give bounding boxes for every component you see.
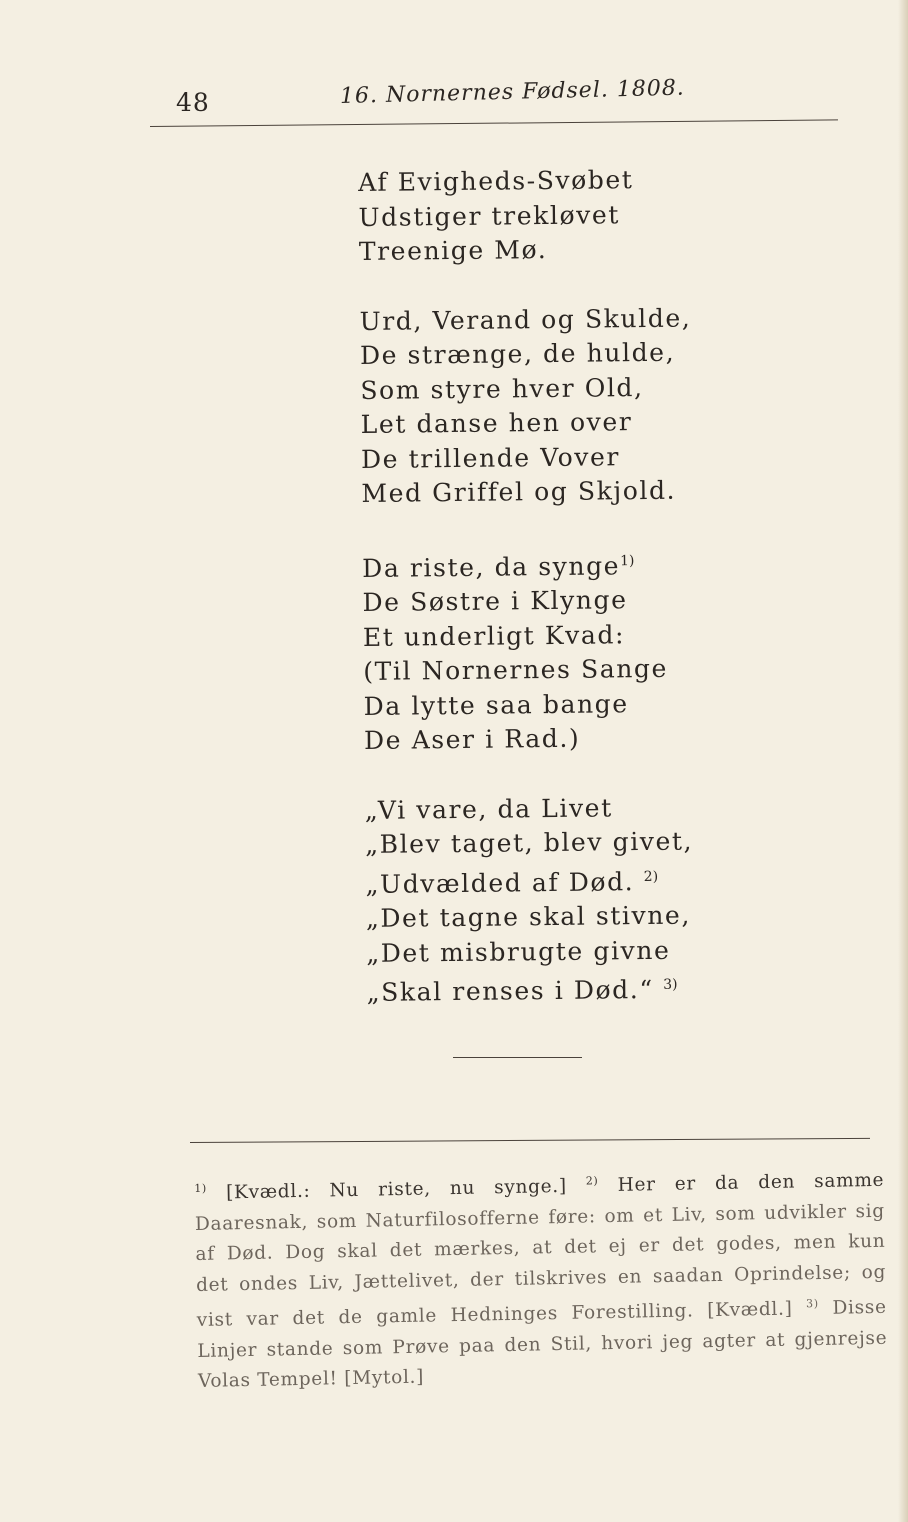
footnotes (194, 1161, 888, 1398)
footnote-marker: 2) (585, 1174, 599, 1188)
verse-text: Da riste, da synge (362, 550, 621, 583)
stanza-1 (358, 161, 859, 270)
verse-line: „Det misbrugte givne (366, 935, 671, 968)
footnote-mark: 1) (619, 552, 635, 569)
running-title: 16. Nornernes Fødsel. 1808. (339, 75, 686, 109)
page-edge (898, 0, 908, 1522)
verse-line: Urd, Verand og Skulde, (359, 303, 692, 336)
poem (358, 161, 867, 1046)
verse-line: „Vi vare, da Livet (364, 792, 613, 825)
verse-line: (Til Nornernes Sange (363, 653, 669, 686)
page-header (0, 75, 908, 132)
verse-line-with-note (366, 966, 866, 1011)
verse-line: Let danse hen over (360, 407, 633, 439)
footnote-line: det ondes Liv, Jættelivet, der tilskrives en saadan Oprindelse; og (195, 1261, 887, 1296)
header-rule (150, 119, 838, 127)
verse-line: „Det tagne skal stivne, (365, 900, 692, 933)
poem-end-rule (453, 1057, 582, 1058)
verse-text: „Udvælded af Død. (365, 866, 635, 899)
verse-line: Da lytte saa bange (363, 688, 629, 721)
footnote-text: Her er da den samme (617, 1169, 885, 1196)
footnote-line: Daaresnak, som Naturfilosofferne føre: om et Liv, som udvikler sig (194, 1200, 886, 1235)
verse-line: Af Evigheds-Svøbet (358, 165, 634, 197)
verse-line: Med Griffel og Skjold. (361, 475, 677, 508)
footnote-mark: 3) (663, 976, 678, 993)
verse-line: Treenige Mø. (358, 235, 548, 266)
verse-text: „Skal renses i Død.“ (366, 974, 654, 1007)
stanza-3 (362, 541, 864, 758)
footnote-text: vist var det de gamle Hedninges Forestilling. [Kvædl.] (196, 1298, 793, 1331)
footnote-marker: 3) (805, 1297, 819, 1311)
footnote-text: [Kvædl.: Nu riste, nu synge.] (225, 1175, 568, 1204)
footnote-line: Volas Tempel! [Mytol.] (197, 1366, 425, 1392)
footnotes-rule (190, 1138, 870, 1143)
verse-line-with-note (362, 541, 862, 586)
verse-line: De trillende Vover (360, 441, 621, 474)
verse-line: „Blev taget, blev givet, (364, 826, 694, 859)
verse-line-with-note (365, 857, 865, 902)
page-number: 48 (176, 88, 210, 117)
footnote-mark: 2) (643, 868, 659, 885)
verse-line: Et underligt Kvad: (362, 619, 626, 652)
verse-line: Som styre hver Old, (360, 372, 644, 405)
verse-line: De Søstre i Klynge (362, 585, 628, 617)
verse-line: De strænge, de hulde, (359, 337, 676, 370)
stanza-4 (365, 788, 867, 1010)
stanza-2 (359, 299, 861, 511)
verse-line: Udstiger trekløvet (358, 199, 621, 232)
footnote-line: af Død. Dog skal det mærkes, at det ej er det godes, men kun (195, 1230, 886, 1265)
footnote-marker: 1) (194, 1181, 208, 1195)
footnote-text: Disse (832, 1296, 887, 1319)
verse-line: De Aser i Rad.) (363, 723, 581, 755)
footnote-line: Linjer stande som Prøve paa den Stil, hvori jeg agter at gjenrejse (197, 1327, 888, 1362)
